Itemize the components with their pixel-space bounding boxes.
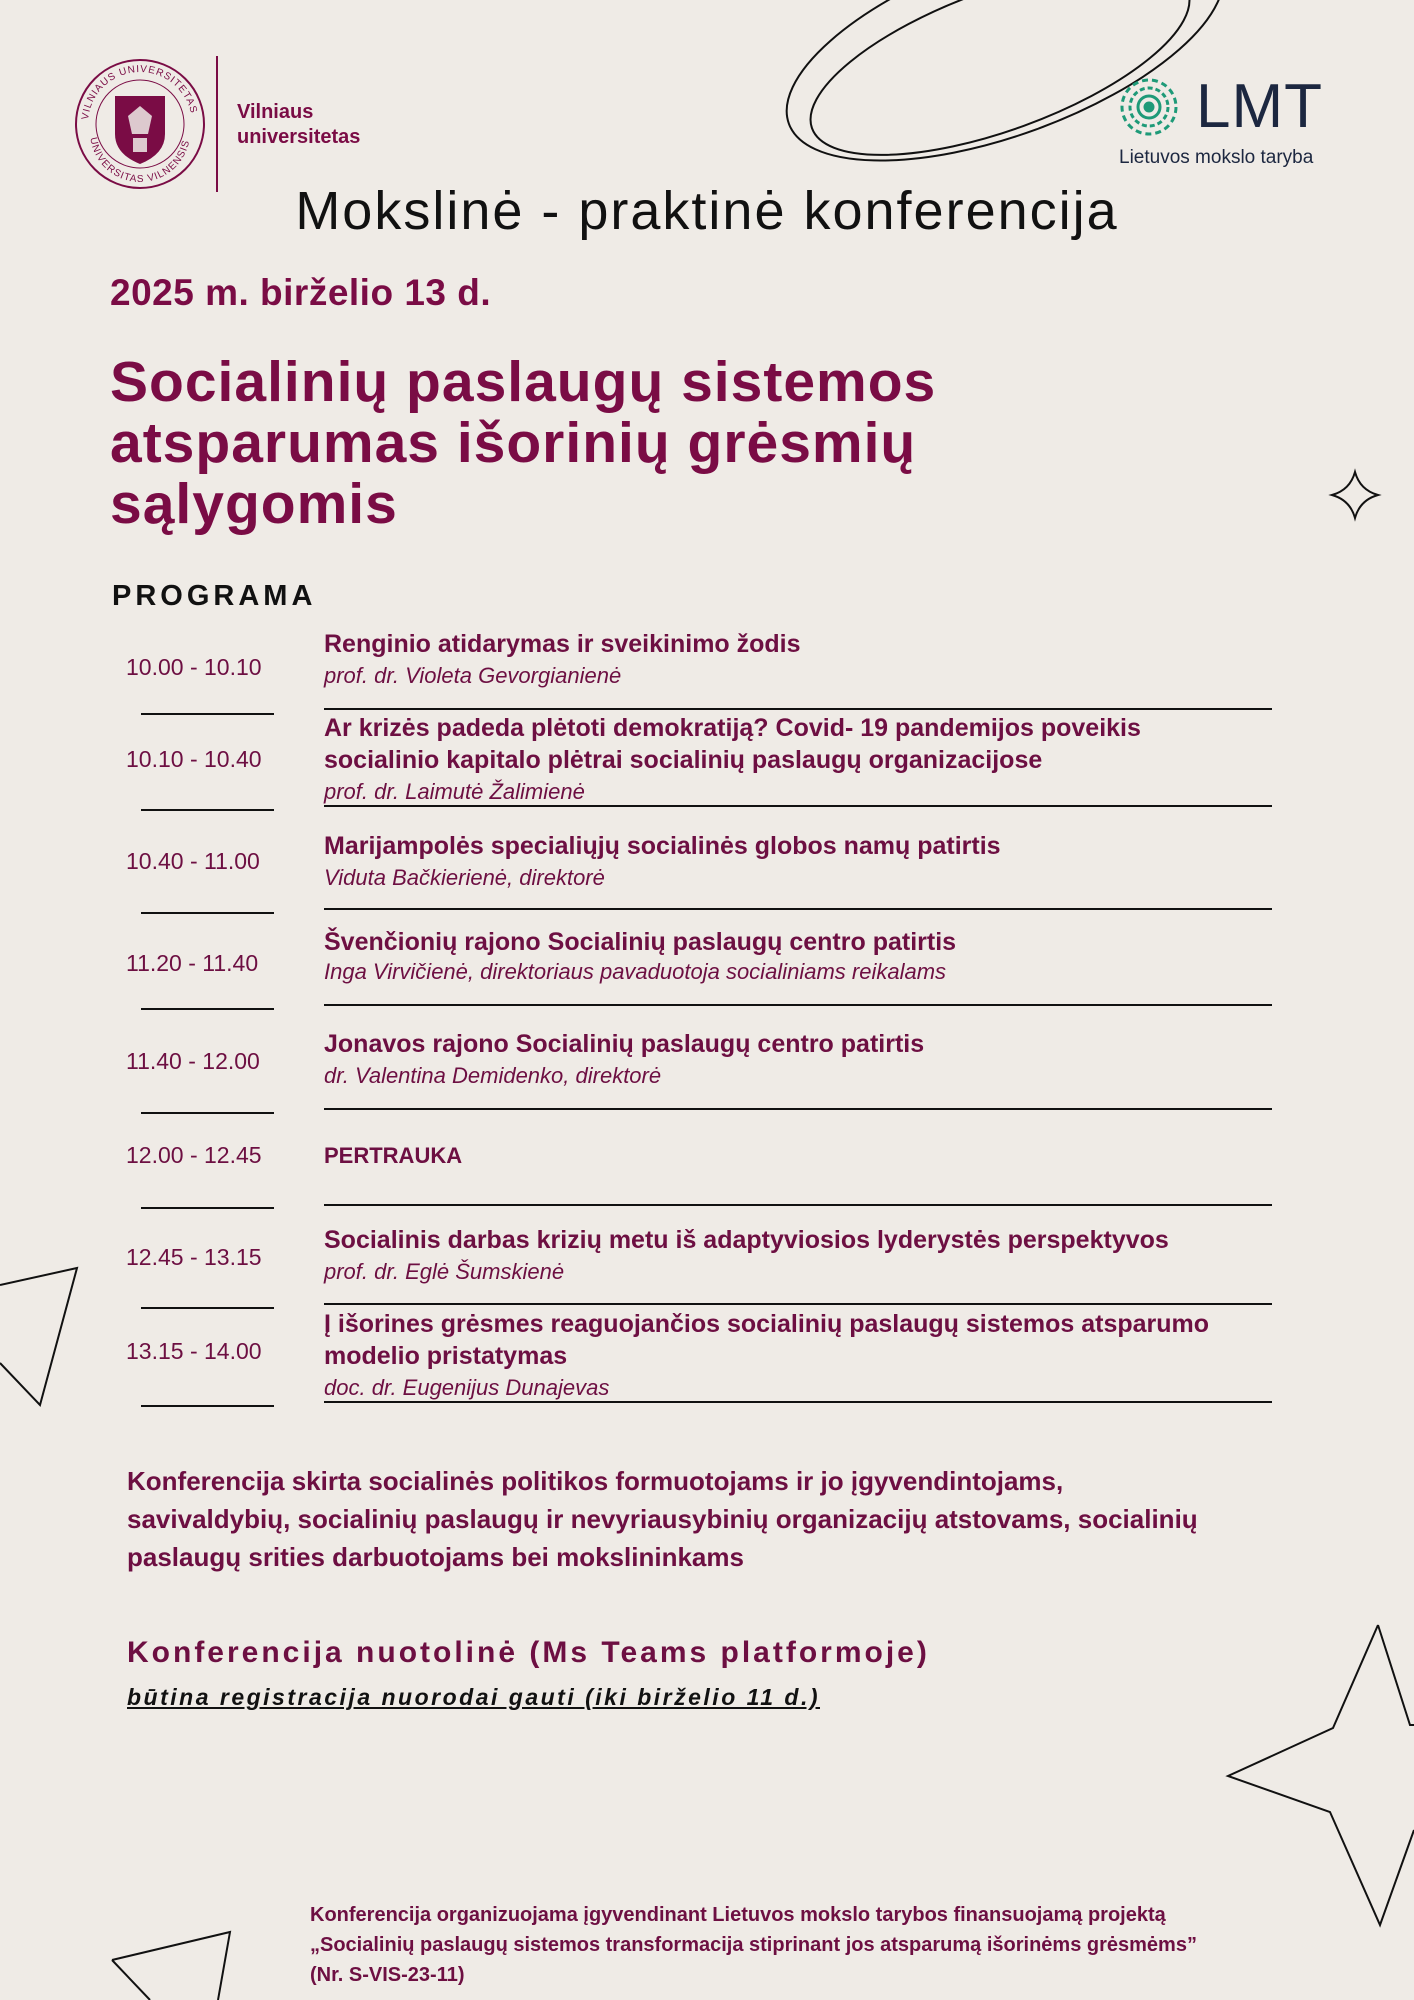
program-time: 11.20 - 11.40 [126,950,259,976]
svg-text:UNIVERSITAS VILNENSIS: UNIVERSITAS VILNENSIS [87,136,193,186]
program-time: 13.15 - 14.00 [126,1338,262,1364]
funding-footer [310,1900,1360,1990]
conference-type: Mokslinė - praktinė konferencija [295,181,1119,241]
program-time: 10.10 - 10.40 [126,746,262,772]
row-divider [324,708,1272,710]
time-divider [141,1207,274,1209]
time-divider [141,1008,274,1010]
university-name [237,100,360,150]
talk-title-line: Į išorines grėsmes reaguojančios socialinių paslaugų sistemos atsparumo [324,1310,1210,1338]
footer-line: (Nr. S-VIS-23-11) [310,1964,465,1986]
program-time: 10.40 - 11.00 [126,848,260,874]
university-name-line2: universitetas [237,126,361,148]
lmt-abbr: LMT [1196,72,1323,141]
conference-date: 2025 m. birželio 13 d. [110,272,492,313]
program-time: 12.45 - 13.15 [126,1244,262,1270]
row-divider [324,1204,1272,1206]
speaker: Inga Virvičienė, direktoriaus pavaduotoja socialiniams reikalams [324,959,947,984]
triangle-outline-icon [0,1268,77,1405]
lmt-full-name: Lietuvos mokslo taryba [1119,147,1314,168]
speaker: Viduta Bačkierienė, direktorė [324,865,605,890]
university-name-line1: Vilniaus [237,101,314,123]
talk-title: Marijampolės specialiųjų socialinės globos namų patirtis [324,832,1001,860]
talk-title: Jonavos rajono Socialinių paslaugų centro patirtis [324,1030,925,1058]
break-label: PERTRAUKA [324,1143,463,1168]
speaker: dr. Valentina Demidenko, direktorė [324,1063,662,1088]
talk-title: Renginio atidarymas ir sveikinimo žodis [324,630,801,658]
row-divider [324,1303,1272,1305]
speaker: prof. dr. Eglė Šumskienė [324,1259,565,1284]
row-divider [324,1401,1272,1403]
speaker: prof. dr. Laimutė Žalimienė [324,779,585,804]
registration-link[interactable]: būtina registracija nuorodai gauti (iki birželio 11 d.) [127,1684,820,1710]
svg-text:VILNIAUS UNIVERSITETAS: VILNIAUS UNIVERSITETAS [80,63,199,121]
time-divider [141,1405,274,1407]
talk-title-line: modelio pristatymas [324,1342,568,1370]
time-divider [141,713,274,715]
footer-line: „Socialinių paslaugų sistemos transformacija stiprinant jos atsparumą išorinėms grėsmėms” [310,1934,1197,1956]
time-divider [141,912,274,914]
audience-line: paslaugų srities darbuotojams bei mokslininkams [127,1542,744,1572]
audience-note [127,1462,1277,1576]
program-time: 10.00 - 10.10 [126,654,262,680]
row-divider [324,805,1272,807]
time-divider [141,809,274,811]
title-line: Socialinių paslaugų sistemos [110,350,937,414]
row-divider [324,1004,1272,1006]
title-line: sąlygomis [110,472,398,536]
footer-line: Konferencija organizuojama įgyvendinant Lietuvos mokslo tarybos finansuojamą projektą [310,1904,1166,1926]
row-divider [324,1108,1272,1110]
sparkle-star-icon [1332,472,1378,518]
time-divider [141,1307,274,1309]
lmt-rosette-icon [1118,74,1180,140]
vu-seal-icon [70,54,210,194]
time-divider [141,1112,274,1114]
remote-note: Konferencija nuotolinė (Ms Teams platformoje) [127,1636,930,1669]
talk-title-line: socialinio kapitalo plėtrai socialinių paslaugų organizacijose [324,746,1043,774]
talk-title: Švenčionių rajono Socialinių paslaugų centro patirtis [324,928,957,956]
speaker: doc. dr. Eugenijus Dunajevas [324,1375,610,1400]
audience-line: Konferencija skirta socialinės politikos formuotojams ir jo įgyvendintojams, [127,1466,1064,1496]
program-time: 11.40 - 12.00 [126,1048,260,1074]
talk-title: Socialinis darbas krizių metu iš adaptyviosios lyderystės perspektyvos [324,1226,1169,1254]
four-point-star-icon [1228,1625,1414,1925]
audience-line: savivaldybių, socialinių paslaugų ir nevyriausybinių organizacijų atstovams, socialinių [127,1504,1198,1534]
program-heading: PROGRAMA [112,580,317,612]
speaker: prof. dr. Violeta Gevorgianienė [324,663,622,688]
logo-divider [216,56,218,192]
row-divider [324,908,1272,910]
talk-title-line: Ar krizės padeda plėtoti demokratiją? Covid- 19 pandemijos poveikis [324,714,1141,742]
triangle-outline-icon [112,1932,230,2000]
title-line: atsparumas išorinių grėsmių [110,411,917,475]
conference-title [110,352,1110,535]
program-time: 12.00 - 12.45 [126,1142,262,1168]
